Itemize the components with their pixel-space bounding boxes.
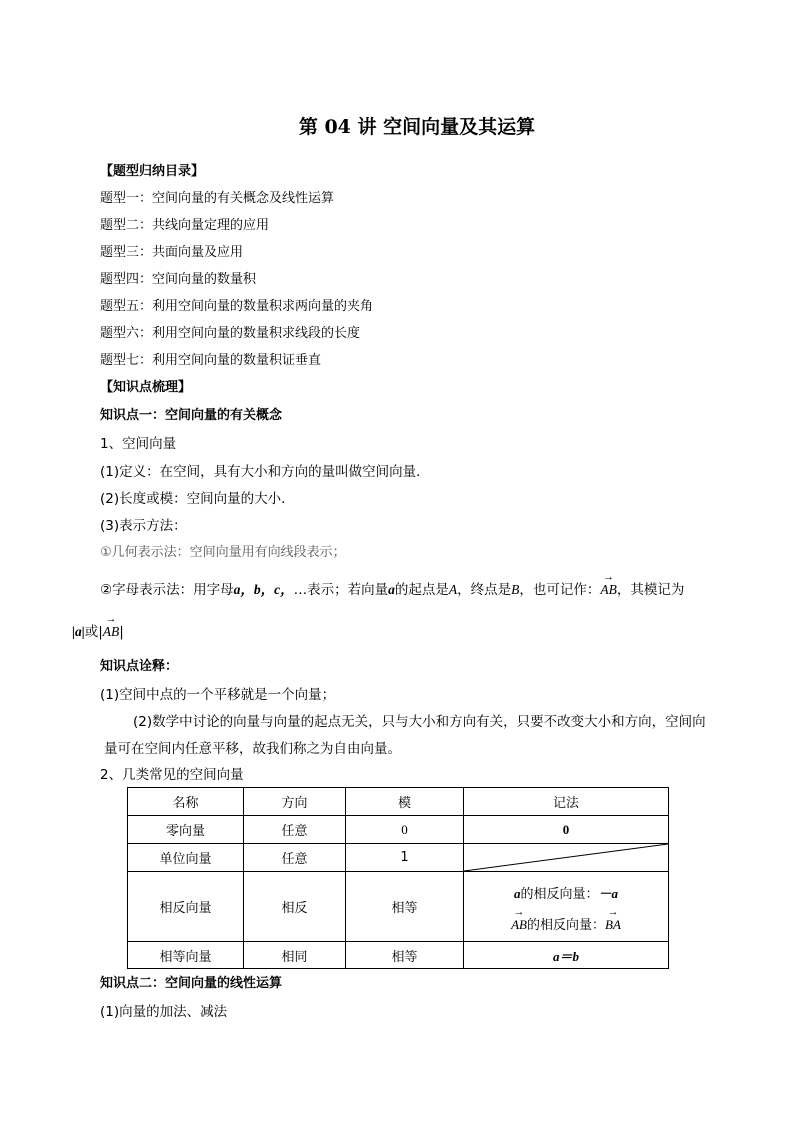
note-1: (1)空间中点的一个平移就是一个向量； — [100, 687, 336, 703]
cell-name: 单位向量 — [128, 844, 244, 872]
cell-modulus: 相等 — [346, 942, 464, 969]
cell-direction: 相同 — [244, 942, 346, 969]
cell-modulus: 1 — [346, 844, 464, 872]
section-1-title: 1、空间向量 — [100, 436, 177, 452]
cell-notation-empty — [464, 844, 669, 872]
cell-name: 相反向量 — [128, 872, 244, 942]
note-title: 知识点诠释： — [100, 659, 179, 674]
point2-title: 知识点二：空间向量的线性运算 — [100, 976, 283, 991]
table-row — [128, 872, 669, 942]
opposite-AB — [464, 914, 668, 933]
section-2-title: 2、几类常见的空间向量 — [100, 767, 244, 783]
cell-modulus: 0 — [346, 816, 464, 844]
table-row — [128, 816, 669, 844]
table-row — [128, 844, 669, 872]
letter-text: ②字母表示法：用字母 — [100, 582, 234, 598]
vector-AB: → AB — [600, 582, 617, 598]
catalog-item: 题型六：利用空间向量的数量积求线段的长度 — [100, 326, 361, 341]
cell-modulus: 相等 — [346, 872, 464, 942]
header-cell: 名称 — [128, 788, 244, 816]
vector-BA: → BA — [605, 917, 621, 933]
cell-name: 零向量 — [128, 816, 244, 844]
catalog-item: 题型三：共面向量及应用 — [100, 245, 244, 260]
or-text: 或 — [84, 624, 99, 640]
letter-vars: a，b，c， — [233, 582, 294, 597]
definition-text: (1)定义：在空间，具有大小和方向的量叫做空间向量． — [100, 464, 430, 480]
cell-notation: 0 — [464, 816, 669, 844]
table-row — [128, 942, 669, 969]
catalog-item: 题型四：空间向量的数量积 — [100, 272, 257, 287]
geometric-representation: ①几何表示法：空间向量用有向线段表示； — [100, 545, 346, 560]
length-text: (2)长度或模：空间向量的大小． — [100, 491, 295, 507]
opposite-a — [464, 883, 668, 902]
header-cell: 模 — [346, 788, 464, 816]
cell-direction: 任意 — [244, 844, 346, 872]
letter-text: …表示；若向量 — [293, 582, 389, 598]
opposite-text: 的相反向量： — [526, 917, 605, 933]
letter-text: 的起点是 — [394, 582, 449, 598]
point1-title: 知识点一：空间向量的有关概念 — [100, 408, 283, 423]
cell-direction: 任意 — [244, 816, 346, 844]
letter-text: ，其模记为 — [616, 582, 685, 598]
cell-notation: a＝b — [464, 942, 669, 969]
catalog-item: 题型七：利用空间向量的数量积证垂直 — [100, 353, 322, 368]
var-a: a — [513, 885, 521, 901]
letter-text: ，也可记作： — [519, 582, 601, 598]
catalog-item: 题型五：利用空间向量的数量积求两向量的夹角 — [100, 299, 374, 314]
neg-a: －a — [598, 885, 619, 901]
page-title: 第 04 讲 空间向量及其运算 — [298, 116, 536, 138]
knowledge-heading: 【知识点梳理】 — [100, 380, 192, 395]
cell-direction: 相反 — [244, 872, 346, 942]
cell-name: 相等向量 — [128, 942, 244, 969]
letter-text: ，终点是 — [457, 582, 512, 598]
modulus-a: |a| — [72, 624, 85, 639]
catalog-item: 题型二：共线向量定理的应用 — [100, 218, 270, 233]
point-B: B — [511, 582, 520, 597]
vector-AB: → AB — [103, 624, 120, 640]
representation-text: (3)表示方法： — [100, 518, 187, 534]
table-header-row — [128, 788, 669, 816]
header-cell: 方向 — [244, 788, 346, 816]
add-sub-text: (1)向量的加法、减法 — [100, 1004, 228, 1020]
catalog-item: 题型一：空间向量的有关概念及线性运算 — [100, 191, 335, 206]
letter-representation — [100, 578, 684, 598]
note-2-line2: 量可在空间内任意平移，故我们称之为自由向量。 — [104, 741, 401, 757]
diagonal-line — [464, 844, 668, 871]
vector-types-table — [127, 787, 669, 969]
var-a: a — [388, 582, 395, 597]
catalog-heading: 【题型归纳目录】 — [100, 164, 205, 179]
opposite-text: 的相反向量： — [520, 886, 599, 902]
cell-notation — [464, 872, 669, 942]
header-cell: 记法 — [464, 788, 669, 816]
vector-AB: → AB — [511, 917, 527, 933]
modulus-notation: |a|或|→ AB| — [72, 620, 124, 640]
note-2-line1: (2)数学中讨论的向量与向量的起点无关，只与大小和方向有关，只要不改变大小和方向，空间向 — [133, 714, 706, 730]
point-A: A — [448, 582, 458, 597]
